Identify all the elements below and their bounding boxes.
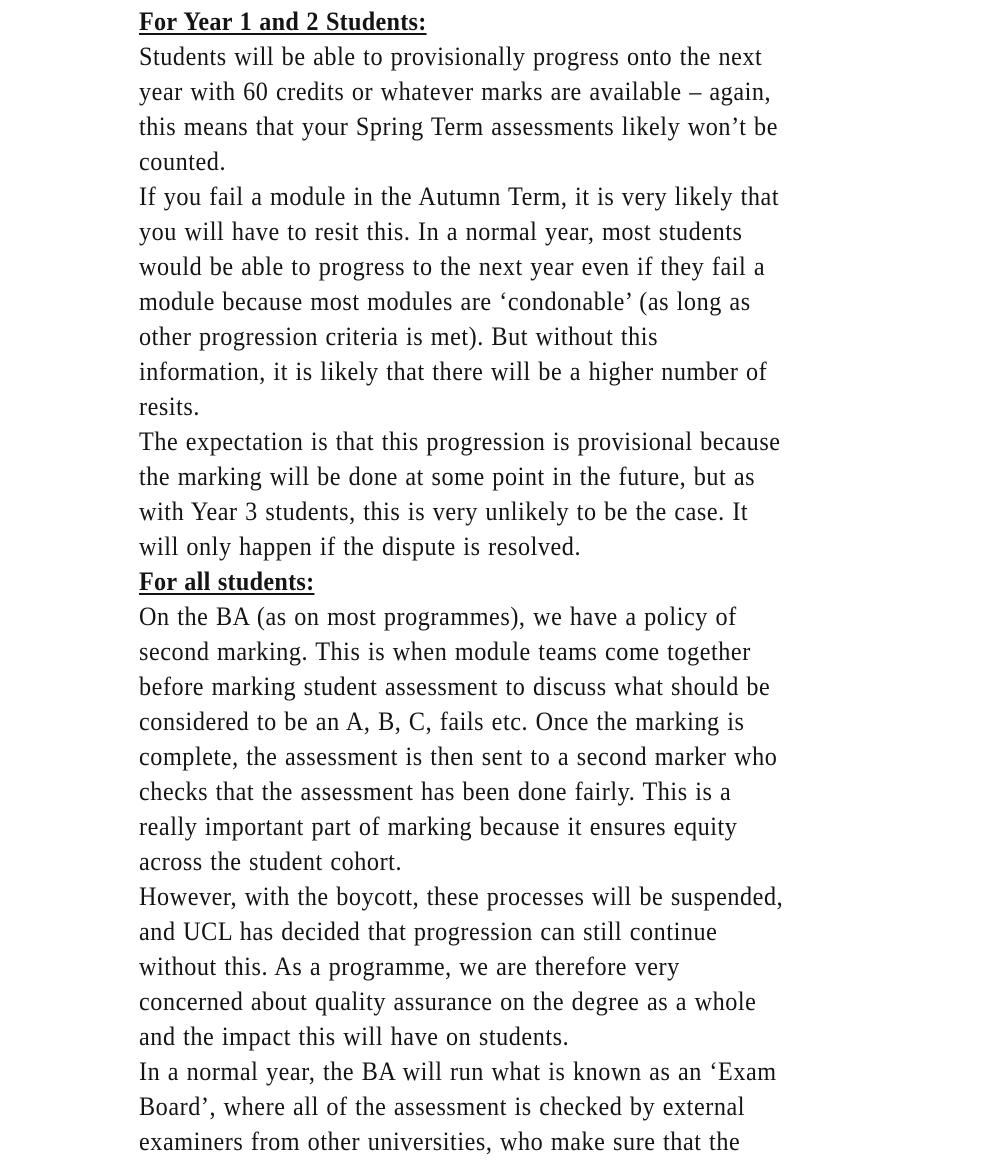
text-line: really important part of marking because it ensures equity — [139, 812, 738, 841]
document-page — [139, 4, 883, 1159]
text-line: across the student cohort. — [139, 847, 403, 876]
text-line: concerned about quality assurance on the degree as a whole — [139, 987, 757, 1016]
paragraph-exam-board — [139, 1054, 883, 1159]
text-line: year with 60 credits or whatever marks are available – again, — [139, 77, 772, 106]
paragraph-second-marking — [139, 599, 883, 879]
text-line: module because most modules are ‘condonable’ (as long as — [139, 287, 751, 316]
text-line: considered to be an A, B, C, fails etc. Once the marking is — [139, 707, 745, 736]
paragraph-resits — [139, 179, 883, 424]
text-line: However, with the boycott, these processes will be suspended, — [139, 882, 784, 911]
text-line: would be able to progress to the next year even if they fail a — [139, 252, 766, 281]
text-line: without this. As a programme, we are therefore very — [139, 952, 680, 981]
text-line: will only happen if the dispute is resolved. — [139, 532, 582, 561]
text-line: If you fail a module in the Autumn Term, it is very likely that — [139, 182, 780, 211]
text-line: counted. — [139, 147, 227, 176]
text-line: other progression criteria is met). But without this — [139, 322, 659, 351]
text-line: complete, the assessment is then sent to a second marker who — [139, 742, 778, 771]
paragraph-provisional-progress — [139, 39, 883, 179]
text-line: checks that the assessment has been done fairly. This is a — [139, 777, 732, 806]
section-heading-all-students: For all students: — [139, 567, 315, 596]
text-line: On the BA (as on most programmes), we have a policy of — [139, 602, 737, 631]
text-line: examiners from other universities, who make sure that the — [139, 1127, 741, 1156]
text-line: resits. — [139, 392, 201, 421]
text-line: and UCL has decided that progression can still continue — [139, 917, 718, 946]
text-line: The expectation is that this progression is provisional because — [139, 427, 781, 456]
text-line: this means that your Spring Term assessments likely won’t be — [139, 112, 778, 141]
text-line: information, it is likely that there will be a higher number of — [139, 357, 768, 386]
section-heading-year-1-2: For Year 1 and 2 Students: — [139, 7, 427, 36]
text-line: and the impact this will have on students. — [139, 1022, 570, 1051]
text-line: the marking will be done at some point in the future, but as — [139, 462, 756, 491]
text-line: before marking student assessment to discuss what should be — [139, 672, 771, 701]
text-line: In a normal year, the BA will run what is known as an ‘Exam — [139, 1057, 777, 1086]
paragraph-expectation — [139, 424, 883, 564]
text-line: you will have to resit this. In a normal year, most students — [139, 217, 743, 246]
text-line: with Year 3 students, this is very unlikely to be the case. It — [139, 497, 749, 526]
paragraph-boycott — [139, 879, 883, 1054]
text-line: Students will be able to provisionally progress onto the next — [139, 42, 763, 71]
text-line: Board’, where all of the assessment is checked by external — [139, 1092, 746, 1121]
text-line: second marking. This is when module teams come together — [139, 637, 751, 666]
